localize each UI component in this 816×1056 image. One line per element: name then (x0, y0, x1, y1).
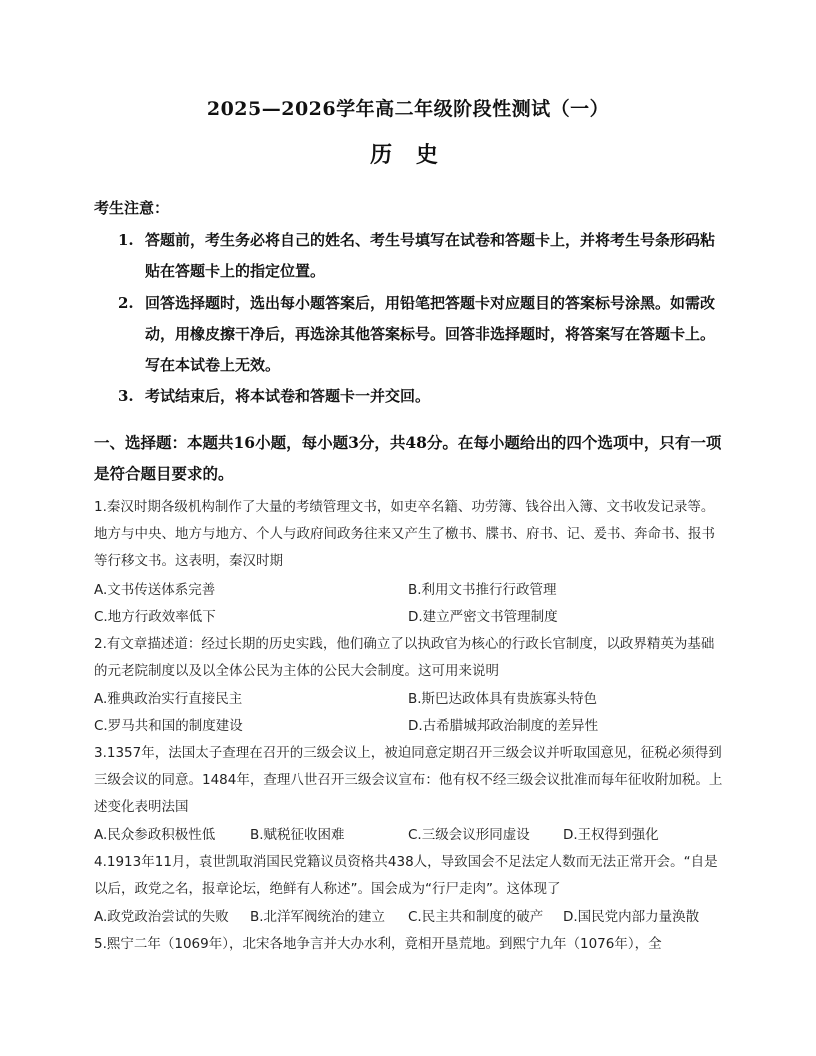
section-heading: 一、选择题：本题共16小题，每小题3分，共48分。在每小题给出的四个选项中，只有一项是符合题目要求的。 (94, 433, 722, 483)
notice-number: 2. (118, 294, 134, 312)
question-1-stem: 1.秦汉时期各级机构制作了大量的考绩管理文书，如吏卒名籍、功劳簿、钱谷出入簿、文书收发记录等。地方与中央、地方与地方、个人与政府间政务往来又产生了檄书、牒书、府书、记、爰书、奔命书、报书等行移文书。这表明，秦汉时期 (94, 499, 715, 569)
notice-text: 回答选择题时，选出每小题答案后，用铅笔把答题卡对应题目的答案标号涂黑。如需改动，用橡皮擦干净后，再选涂其他答案标号。回答非选择题时，将答案写在答题卡上。写在本试卷上无效。 (145, 294, 716, 374)
question-5-stem: 5.熙宁二年（1069年），北宋各地争言并大办水利，竟相开垦荒地。到熙宁九年（1076年），全 (94, 936, 662, 952)
question-2-option-c: C.罗马共和国的制度建设 (94, 718, 243, 734)
question-3-option-a: A.民众参政积极性低 (94, 827, 216, 843)
notice-heading: 考生注意： (94, 199, 170, 217)
notice-item-1 (118, 225, 718, 287)
question-3-option-c: C.三级会议形同虚设 (408, 827, 530, 843)
question-3-stem: 3.1357年，法国太子查理在召开的三级会议上，被迫同意定期召开三级会议并听取国意见，征税必须得到三级会议的同意。1484年，查理八世召开三级会议宣布：他有权不经三级会议批准而每年征收附加税。上述变化表明法国 (94, 745, 723, 815)
notice-number: 1. (118, 231, 134, 249)
question-4-option-c: C.民主共和制度的破产 (408, 909, 544, 925)
question-1-option-c: C.地方行政效率低下 (94, 609, 216, 625)
question-3-option-d: D.王权得到强化 (563, 827, 659, 843)
exam-title: 2025—2026学年高二年级阶段性测试（一） (206, 98, 610, 120)
question-1-option-a: A.文书传送体系完善 (94, 582, 216, 598)
notice-item-3 (118, 381, 718, 412)
question-4-stem: 4.1913年11月，袁世凯取消国民党籍议员资格共438人，导致国会不足法定人数而无法正常开会。“自是以后，政党之名，报章论坛，绝鲜有人称述”。国会成为“行尸走肉”。这体现了 (94, 854, 718, 897)
question-2-option-d: D.古希腊城邦政治制度的差异性 (408, 718, 599, 734)
question-3-option-b: B.赋税征收困难 (250, 827, 345, 843)
question-4-option-d: D.国民党内部力量涣散 (563, 909, 700, 925)
notice-text: 答题前，考生务必将自己的姓名、考生号填写在试卷和答题卡上，并将考生号条形码粘贴在答题卡上的指定位置。 (145, 231, 716, 280)
question-4-option-a: A.政党政治尝试的失败 (94, 909, 229, 925)
question-2-stem: 2.有文章描述道：经过长期的历史实践，他们确立了以执政官为核心的行政长官制度，以政界精英为基础的元老院制度以及以全体公民为主体的公民大会制度。这可用来说明 (94, 636, 715, 679)
notice-item-2 (118, 288, 718, 381)
notice-number: 3. (118, 387, 134, 405)
subject-title: 历 史 (370, 142, 446, 168)
notice-text: 考试结束后，将本试卷和答题卡一并交回。 (145, 387, 431, 405)
question-4-option-b: B.北洋军阀统治的建立 (250, 909, 386, 925)
question-2-option-a: A.雅典政治实行直接民主 (94, 691, 243, 707)
question-1-option-b: B.利用文书推行行政管理 (408, 582, 557, 598)
question-1-option-d: D.建立严密文书管理制度 (408, 609, 558, 625)
question-2-option-b: B.斯巴达政体具有贵族寡头特色 (408, 691, 598, 707)
